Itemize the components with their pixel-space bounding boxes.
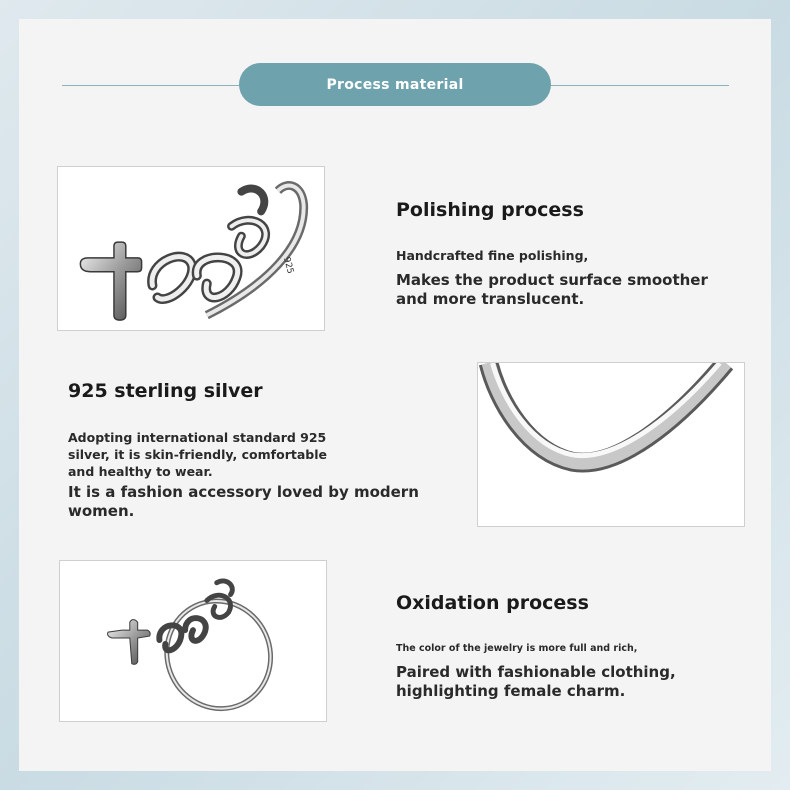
- silver-heading: 925 sterling silver: [68, 380, 263, 402]
- oxidation-heading: Oxidation process: [396, 592, 589, 614]
- oxidation-text-1: The color of the jewelry is more full and rich,: [396, 643, 638, 654]
- oxidation-text-2: Paired with fashionable clothing,: [396, 663, 676, 681]
- silver-text-4: It is a fashion accessory loved by modern: [68, 483, 419, 501]
- header-rule-right: [551, 85, 729, 86]
- band-photo-closeup: [477, 362, 745, 527]
- header-rule-left: [62, 85, 240, 86]
- ring-stamp-text: 925: [280, 256, 296, 276]
- oxidation-text-3: highlighting female charm.: [396, 682, 626, 700]
- polishing-text-3: and more translucent.: [396, 290, 585, 308]
- ring-closeup-image: [58, 167, 324, 330]
- ring-full-image: [60, 561, 326, 721]
- silver-text-2: silver, it is skin-friendly, comfortable: [68, 447, 327, 462]
- section-banner: [239, 63, 551, 106]
- silver-text-1: Adopting international standard 925: [68, 430, 327, 445]
- polishing-text-2: Makes the product surface smoother: [396, 271, 708, 289]
- silver-text-3: and healthy to wear.: [68, 464, 213, 479]
- banner-title: Process material: [326, 76, 464, 93]
- band-closeup-image: [478, 363, 744, 526]
- ring-photo-closeup: [57, 166, 325, 331]
- ring-photo-full: [59, 560, 327, 722]
- polishing-text-1: Handcrafted fine polishing,: [396, 248, 589, 263]
- silver-text-5: women.: [68, 502, 135, 520]
- polishing-heading: Polishing process: [396, 199, 584, 221]
